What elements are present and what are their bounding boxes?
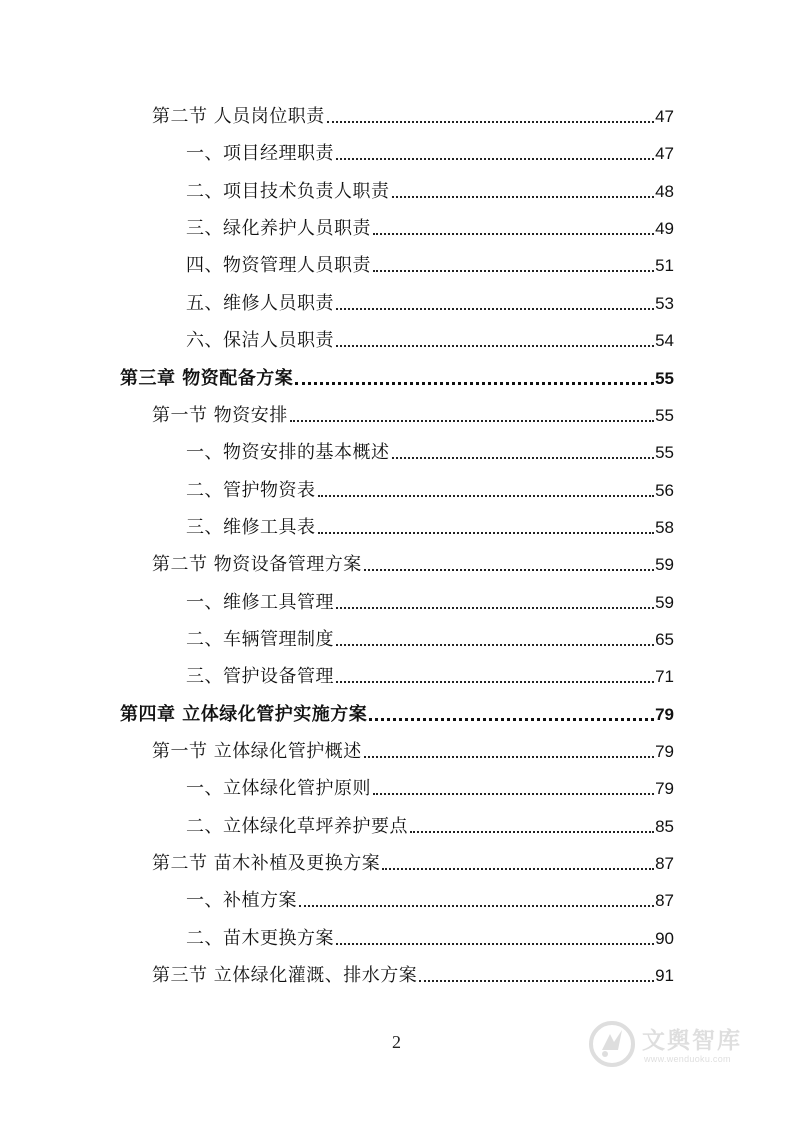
toc-entry[interactable] xyxy=(186,588,674,614)
watermark-url: www.wenduoku.com xyxy=(644,1054,731,1064)
toc-entry-page: 55 xyxy=(655,369,674,388)
toc-entry-title: 四、物资管理人员职责 xyxy=(186,255,371,276)
toc-leader-dots xyxy=(336,158,654,160)
toc-entry[interactable] xyxy=(120,364,674,390)
toc-entry-title: 二、苗木更换方案 xyxy=(186,928,334,949)
toc-entry-title: 六、保洁人员职责 xyxy=(186,330,334,351)
toc-entry[interactable] xyxy=(152,737,674,763)
toc-leader-dots xyxy=(336,345,654,347)
toc-entry-page: 87 xyxy=(655,854,674,873)
toc-entry-title: 二、立体绿化草坪养护要点 xyxy=(186,816,408,837)
toc-entry[interactable] xyxy=(186,251,674,277)
toc-entry[interactable] xyxy=(152,961,674,987)
toc-leader-dots xyxy=(392,457,655,459)
toc-entry-page: 55 xyxy=(655,406,674,425)
toc-entry[interactable] xyxy=(186,513,674,539)
toc-entry-title: 三、管护设备管理 xyxy=(186,666,334,687)
watermark-logo-icon xyxy=(588,1020,636,1068)
toc-entry[interactable] xyxy=(186,139,674,165)
toc-entry-title: 三、维修工具表 xyxy=(186,517,316,538)
toc-entry[interactable] xyxy=(186,476,674,502)
toc-entry-page: 90 xyxy=(655,929,674,948)
toc-entry-title: 二、管护物资表 xyxy=(186,480,316,501)
toc-entry[interactable] xyxy=(186,326,674,352)
toc-leader-dots xyxy=(336,943,654,945)
toc-entry[interactable] xyxy=(152,401,674,427)
toc-entry-title: 第二节 物资设备管理方案 xyxy=(152,554,362,575)
toc-entry-page: 59 xyxy=(655,555,674,574)
toc-entry-page: 48 xyxy=(655,182,674,201)
toc-entry-page: 55 xyxy=(655,443,674,462)
toc-entry-title: 一、补植方案 xyxy=(186,890,297,911)
toc-entry-title: 二、车辆管理制度 xyxy=(186,629,334,650)
toc-entry[interactable] xyxy=(186,662,674,688)
toc-entry-title: 一、项目经理职责 xyxy=(186,143,334,164)
toc-entry-title: 三、绿化养护人员职责 xyxy=(186,218,371,239)
toc-leader-dots xyxy=(373,233,654,235)
toc-entry[interactable] xyxy=(152,102,674,128)
toc-entry-title: 第三章 物资配备方案 xyxy=(120,368,294,389)
toc-entry[interactable] xyxy=(152,550,674,576)
toc-entry-title: 第三节 立体绿化灌溉、排水方案 xyxy=(152,965,418,986)
toc-entry[interactable] xyxy=(186,812,674,838)
toc-entry[interactable] xyxy=(186,625,674,651)
toc-entry[interactable] xyxy=(186,289,674,315)
toc-entry-page: 79 xyxy=(655,705,674,724)
toc-entry-page: 47 xyxy=(655,144,674,163)
toc-entry-page: 79 xyxy=(655,742,674,761)
toc-leader-dots xyxy=(410,831,654,833)
toc-entry[interactable] xyxy=(186,214,674,240)
toc-entry[interactable] xyxy=(186,774,674,800)
toc-leader-dots xyxy=(336,308,654,310)
toc-entry-title: 一、立体绿化管护原则 xyxy=(186,778,371,799)
toc-entry[interactable] xyxy=(186,924,674,950)
toc-entry-page: 54 xyxy=(655,331,674,350)
toc-entry-page: 91 xyxy=(655,966,674,985)
toc-entry[interactable] xyxy=(186,886,674,912)
toc-entry-page: 49 xyxy=(655,219,674,238)
toc-leader-dots xyxy=(382,868,654,870)
toc-leader-dots xyxy=(336,644,654,646)
toc-entry-title: 一、物资安排的基本概述 xyxy=(186,442,390,463)
toc-entry-title: 第一节 立体绿化管护概述 xyxy=(152,741,362,762)
toc-entry-page: 85 xyxy=(655,817,674,836)
toc-entry-page: 53 xyxy=(655,294,674,313)
toc-entry-page: 59 xyxy=(655,593,674,612)
toc-leader-dots xyxy=(364,756,654,758)
toc-entry-title: 第一节 物资安排 xyxy=(152,405,288,426)
toc-entry-title: 五、维修人员职责 xyxy=(186,293,334,314)
toc-entry-page: 87 xyxy=(655,891,674,910)
toc-leader-dots xyxy=(327,121,654,123)
toc-leader-dots xyxy=(419,980,654,982)
toc-leader-dots xyxy=(364,569,654,571)
toc-entry[interactable] xyxy=(186,177,674,203)
toc-leader-dots xyxy=(318,532,655,534)
toc-entry[interactable] xyxy=(120,700,674,726)
page-number: 2 xyxy=(392,1032,401,1052)
toc-entry-page: 56 xyxy=(655,481,674,500)
toc-leader-dots xyxy=(318,495,655,497)
toc-entry-title: 一、维修工具管理 xyxy=(186,592,334,613)
toc-entry[interactable] xyxy=(186,438,674,464)
toc-entry-page: 71 xyxy=(655,667,674,686)
toc-entry-title: 第二节 人员岗位职责 xyxy=(152,106,325,127)
toc-entry-title: 第二节 苗木补植及更换方案 xyxy=(152,853,381,874)
toc-leader-dots xyxy=(336,607,654,609)
toc-leader-dots xyxy=(373,270,654,272)
toc-leader-dots xyxy=(295,382,654,385)
toc-leader-dots xyxy=(336,681,654,683)
toc-entry-page: 65 xyxy=(655,630,674,649)
toc-entry-page: 58 xyxy=(655,518,674,537)
toc-leader-dots xyxy=(290,420,654,422)
toc-entry-page: 47 xyxy=(655,107,674,126)
watermark xyxy=(588,1018,758,1074)
toc-entry-title: 第四章 立体绿化管护实施方案 xyxy=(120,704,368,725)
watermark-text: 文舆智库 xyxy=(642,1028,742,1054)
toc-entry[interactable] xyxy=(152,849,674,875)
toc-leader-dots xyxy=(373,793,654,795)
toc-entry-page: 51 xyxy=(655,256,674,275)
toc-entry-title: 二、项目技术负责人职责 xyxy=(186,181,390,202)
toc-leader-dots xyxy=(299,905,654,907)
toc-leader-dots xyxy=(369,718,654,721)
toc-entry-page: 79 xyxy=(655,779,674,798)
toc-leader-dots xyxy=(392,196,655,198)
